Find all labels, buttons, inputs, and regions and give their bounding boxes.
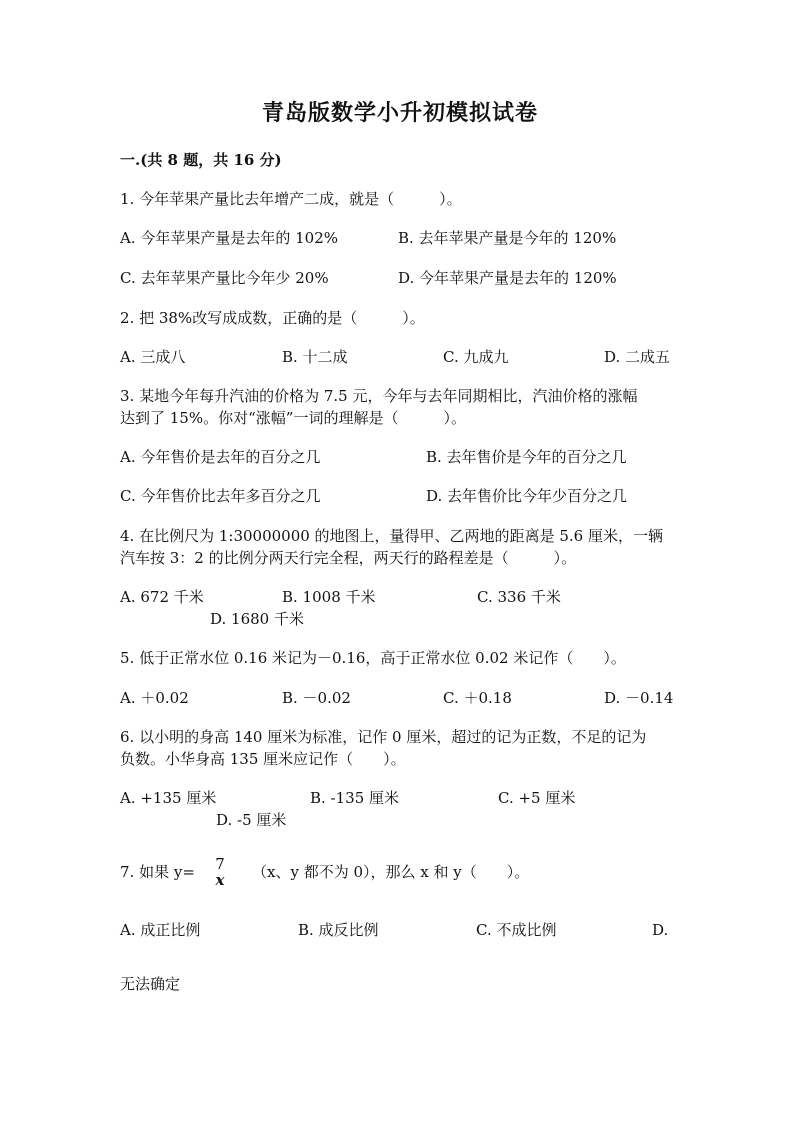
question-5-option-b: B. －0.02 [282,689,351,707]
question-2-option-c: C. 九成九 [443,348,509,366]
question-2-option-a: A. 三成八 [120,348,186,366]
question-5-option-d: D. －0.14 [604,689,674,707]
question-6-option-c: C. +5 厘米 [498,789,576,807]
fraction-seven-over-x [208,856,232,888]
question-2-text: 2. 把 38%改写成成数，正确的是（ ）。 [120,309,425,327]
question-7-option-d: D. [652,921,669,939]
fraction-denominator: x [215,871,225,889]
question-1-option-a: A. 今年苹果产量是去年的 102% [120,229,339,247]
question-3-text-line-2: 达到了 15%。你对“涨幅”一词的理解是（ ）。 [120,409,466,427]
question-6-option-a: A. +135 厘米 [120,789,217,807]
question-1-text: 1. 今年苹果产量比去年增产二成，就是（ ）。 [120,190,462,208]
question-3-option-b: B. 去年售价是今年的百分之几 [426,448,627,466]
question-7-option-d-continued: 无法确定 [120,975,181,993]
question-2-option-d: D. 二成五 [604,348,671,366]
question-5-option-c: C. ＋0.18 [443,689,512,707]
question-1-option-d: D. 今年苹果产量是去年的 120% [398,269,617,287]
question-6-option-d: D. -5 厘米 [216,811,287,829]
question-4-text-line-1: 4. 在比例尺为 1:30000000 的地图上，量得甲、乙两地的距离是 5.6 厘米，一辆 [120,527,663,545]
question-7-suffix: （x、y 都不为 0），那么 x 和 y（ ）。 [252,863,530,881]
question-7-option-b: B. 成反比例 [298,921,379,939]
question-6-text-line-1: 6. 以小明的身高 140 厘米为标准，记作 0 厘米，超过的记为正数，不足的记为 [120,728,647,746]
question-3-option-d: D. 去年售价比今年少百分之几 [426,487,628,505]
question-4-option-c: C. 336 千米 [477,588,561,606]
question-1-option-b: B. 去年苹果产量是今年的 120% [398,229,617,247]
question-3-option-c: C. 今年售价比去年多百分之几 [120,487,321,505]
question-6-text-line-2: 负数。小华身高 135 厘米应记作（ ）。 [120,750,406,768]
question-1-option-c: C. 去年苹果产量比今年少 20% [120,269,329,287]
fraction-numerator: 7 [215,855,225,873]
question-4-option-d: D. 1680 千米 [210,610,304,628]
question-7-option-c: C. 不成比例 [476,921,557,939]
question-7-option-a: A. 成正比例 [120,921,201,939]
question-4-option-a: A. 672 千米 [120,588,204,606]
question-5-text: 5. 低于正常水位 0.16 米记为－0.16，高于正常水位 0.02 米记作（ ）。 [120,649,626,667]
question-7-prefix: 7. 如果 y= [120,863,195,881]
question-5-option-a: A. ＋0.02 [120,689,189,707]
question-3-text-line-1: 3. 某地今年每升汽油的价格为 7.5 元，今年与去年同期相比，汽油价格的涨幅 [120,387,638,405]
section-heading: 一.(共 8 题，共 16 分) [120,151,282,169]
question-4-text-line-2: 汽车按 3：2 的比例分两天行完全程，两天行的路程差是（ ）。 [120,549,577,567]
question-4-option-b: B. 1008 千米 [282,588,376,606]
question-6-option-b: B. -135 厘米 [310,789,400,807]
question-2-option-b: B. 十二成 [282,348,348,366]
page-title: 青岛版数学小升初模拟试卷 [261,100,538,126]
question-3-option-a: A. 今年售价是去年的百分之几 [120,448,321,466]
